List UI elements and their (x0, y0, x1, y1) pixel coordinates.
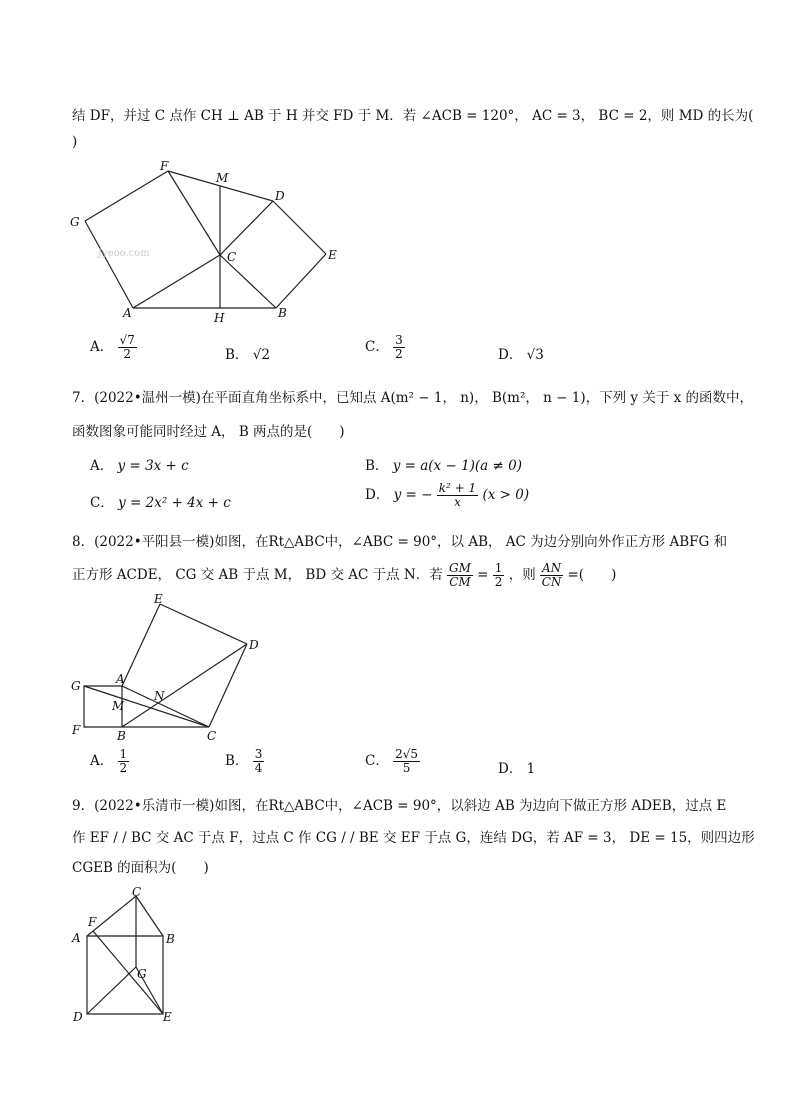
label-N: N (154, 689, 165, 703)
label-M: M (216, 171, 229, 185)
q7-option-a[interactable] (90, 454, 189, 474)
label-A: A (123, 306, 132, 320)
option-letter: D． (498, 761, 523, 777)
label-D: D (73, 1010, 83, 1024)
q8-then: ，则 (508, 567, 536, 583)
option-letter: A． (90, 753, 114, 769)
label-A: A (116, 672, 125, 686)
fraction-half (493, 562, 505, 589)
denominator: x (454, 495, 461, 509)
option-value: y = 3x + c (117, 458, 189, 474)
label-D: D (275, 189, 285, 203)
label-B: B (117, 729, 126, 743)
option-letter: D． (498, 347, 523, 363)
label-G: G (137, 967, 147, 981)
denominator: CM (449, 575, 471, 589)
label-D: D (249, 638, 259, 652)
numerator: 1 (119, 747, 128, 761)
q7-option-b[interactable] (365, 454, 522, 474)
label-B: B (278, 306, 287, 320)
label-B: B (166, 932, 175, 946)
q6-text-line1: 结 DF，并过 C 点作 CH ⊥ AB 于 H 并交 FD 于 M．若 ∠ACB = 120°， AC = 3， BC = 2，则 MD 的长为( (72, 108, 754, 124)
denominator: 2 (123, 347, 131, 361)
q6-option-a[interactable] (90, 334, 137, 361)
label-G: G (70, 215, 80, 229)
q6-text-line2: ) (72, 134, 78, 150)
numerator: √7 (119, 333, 135, 347)
denominator: 4 (254, 761, 263, 775)
label-E: E (154, 594, 163, 606)
option-letter: B． (365, 458, 389, 474)
q8-option-d[interactable] (498, 757, 535, 777)
q8-option-b[interactable] (225, 748, 264, 775)
q7-text-line2: 函数图象可能同时经过 A， B 两点的是( ) (72, 424, 345, 440)
denominator: 5 (402, 761, 411, 775)
label-G: G (71, 679, 81, 693)
label-C: C (207, 729, 217, 743)
denominator: 2 (395, 347, 403, 361)
label-F: F (160, 159, 169, 173)
numerator: AN (542, 561, 562, 575)
label-F: F (72, 723, 81, 737)
q9-figure (66, 884, 196, 1024)
q7-option-c[interactable] (90, 491, 231, 511)
label-C: C (227, 250, 237, 264)
q8-line2-start: 正方形 ACDE， CG 交 AB 于点 M， BD 交 AC 于点 N．若 (72, 567, 443, 583)
option-suffix: (x > 0) (482, 487, 530, 503)
numerator: 3 (395, 333, 403, 347)
label-C: C (132, 885, 142, 899)
option-letter: C． (365, 339, 389, 355)
label-A: A (72, 931, 81, 945)
option-letter: C． (90, 495, 114, 511)
option-letter: B． (225, 347, 249, 363)
option-letter: A． (90, 339, 114, 355)
option-value: √2 (252, 347, 270, 363)
q8-tail: =( ) (567, 567, 617, 583)
option-value: y = 2x² + 4x + c (118, 495, 231, 511)
fraction-gm-cm (447, 562, 473, 589)
option-value: √3 (526, 347, 544, 363)
numerator: 2√5 (395, 747, 419, 761)
option-value: y = a(x − 1)(a ≠ 0) (392, 458, 522, 474)
label-E: E (328, 248, 337, 262)
fraction-an-cn (540, 562, 563, 589)
q6-option-d[interactable] (498, 343, 544, 363)
fraction (118, 748, 130, 775)
label-H: H (214, 311, 225, 325)
fraction (437, 482, 478, 509)
q8-option-c[interactable] (365, 748, 420, 775)
numerator: 1 (494, 561, 503, 575)
numerator: 3 (254, 747, 263, 761)
q6-figure (60, 158, 360, 328)
numerator: GM (449, 561, 471, 575)
q6-option-b[interactable] (225, 343, 270, 363)
label-M: M (112, 699, 125, 713)
option-letter: D． (365, 487, 390, 503)
option-letter: A． (90, 458, 114, 474)
q9-text-line2: 作 EF / / BC 交 AC 于点 F，过点 C 作 CG / / BE 交 EF 于点 G，连结 DG，若 AF = 3， DE = 15，则四边形 (72, 830, 755, 846)
q6-option-c[interactable] (365, 334, 405, 361)
option-prefix: y = − (393, 487, 433, 503)
denominator: 2 (494, 575, 503, 589)
fraction (253, 748, 265, 775)
label-F: F (88, 915, 97, 929)
q9-text-line1: 9．(2022•乐清市一模)如图，在Rt△ABC中，∠ACB = 90°，以斜边 AB 为边向下做正方形 ADEB，过点 E (72, 798, 727, 814)
equals-sign: = (477, 567, 489, 583)
fraction (393, 334, 405, 361)
q8-option-a[interactable] (90, 748, 129, 775)
numerator: k² + 1 (438, 481, 477, 495)
option-letter: C． (365, 753, 389, 769)
fraction (118, 334, 137, 361)
q9-text-line3: CGEB 的面积为( ) (72, 860, 209, 876)
q8-figure (66, 594, 276, 744)
q7-text-line1: 7．(2022•温州一模)在平面直角坐标系中，已知点 A(m² − 1， n)， B(m²， n − 1)，下列 y 关于 x 的函数中， (72, 390, 754, 406)
q7-option-d[interactable] (365, 482, 529, 509)
denominator: CN (541, 575, 562, 589)
denominator: 2 (119, 761, 128, 775)
watermark-text: Jyeoo.com (98, 248, 150, 259)
fraction (393, 748, 420, 775)
option-value: 1 (526, 761, 536, 777)
q8-text-line2 (72, 562, 616, 589)
label-E: E (163, 1010, 172, 1024)
option-letter: B． (225, 753, 249, 769)
q8-text-line1: 8．(2022•平阳县一模)如图，在Rt△ABC中，∠ABC = 90°，以 AB， AC 为边分别向外作正方形 ABFG 和 (72, 534, 728, 550)
